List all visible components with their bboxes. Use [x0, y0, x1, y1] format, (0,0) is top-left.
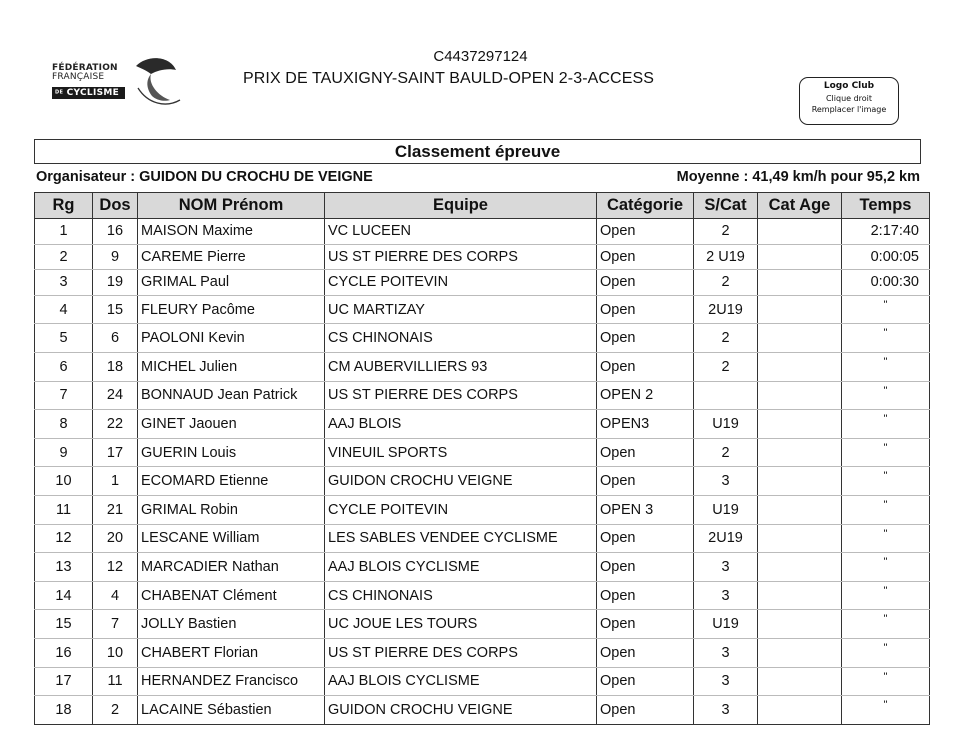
category-cell: Open — [597, 324, 694, 353]
category-cell: OPEN 2 — [597, 381, 694, 410]
col-header-rank: Rg — [35, 193, 93, 219]
time-cell: " — [842, 410, 930, 439]
age-category-cell — [758, 381, 842, 410]
ffc-logo-band-prefix: DE — [55, 89, 64, 96]
team-cell: LES SABLES VENDEE CYCLISME — [325, 524, 597, 553]
age-category-cell — [758, 638, 842, 667]
table-row — [35, 410, 930, 439]
rank-cell: 14 — [35, 581, 93, 610]
table-row — [35, 244, 930, 270]
category-cell: Open — [597, 467, 694, 496]
bib-cell: 17 — [93, 438, 138, 467]
club-logo-line1: Logo Club — [823, 81, 875, 91]
rider-name-cell: CAREME Pierre — [138, 244, 325, 270]
rank-cell: 12 — [35, 524, 93, 553]
rank-cell: 18 — [35, 696, 93, 725]
bib-cell: 19 — [93, 270, 138, 296]
race-code: C4437297124 — [433, 48, 528, 65]
time-cell: " — [842, 352, 930, 381]
rank-cell: 11 — [35, 495, 93, 524]
category-cell: Open — [597, 696, 694, 725]
ffc-logo-band-text: CYCLISME — [66, 88, 120, 98]
col-header-category: Catégorie — [597, 193, 694, 219]
rank-cell: 5 — [35, 324, 93, 353]
age-category-cell — [758, 219, 842, 245]
bib-cell: 4 — [93, 581, 138, 610]
category-cell: OPEN3 — [597, 410, 694, 439]
table-row — [35, 219, 930, 245]
ffc-logo-band — [52, 87, 125, 99]
age-category-cell — [758, 295, 842, 324]
subcategory-cell: 3 — [694, 553, 758, 582]
category-cell: Open — [597, 667, 694, 696]
rider-name-cell: ECOMARD Etienne — [138, 467, 325, 496]
category-cell: Open — [597, 524, 694, 553]
ffc-logo-line2: FRANÇAISE — [52, 72, 105, 82]
subcategory-cell: U19 — [694, 410, 758, 439]
bib-cell: 21 — [93, 495, 138, 524]
rank-cell: 3 — [35, 270, 93, 296]
subcategory-cell: 2 — [694, 324, 758, 353]
rider-name-cell: MICHEL Julien — [138, 352, 325, 381]
bib-cell: 24 — [93, 381, 138, 410]
time-cell: " — [842, 553, 930, 582]
team-cell: AAJ BLOIS CYCLISME — [325, 667, 597, 696]
time-cell: " — [842, 381, 930, 410]
time-cell: " — [842, 638, 930, 667]
team-cell: UC JOUE LES TOURS — [325, 610, 597, 639]
subcategory-cell: 2 — [694, 352, 758, 381]
rider-name-cell: GUERIN Louis — [138, 438, 325, 467]
table-row — [35, 581, 930, 610]
category-cell: OPEN 3 — [597, 495, 694, 524]
rider-name-cell: CHABENAT Clément — [138, 581, 325, 610]
results-table — [34, 192, 930, 725]
time-cell: 0:00:05 — [842, 244, 930, 270]
rank-cell: 4 — [35, 295, 93, 324]
average-speed-label: Moyenne : 41,49 km/h pour 95,2 km — [676, 169, 920, 185]
team-cell: VC LUCEEN — [325, 219, 597, 245]
rank-cell: 15 — [35, 610, 93, 639]
time-cell: 2:17:40 — [842, 219, 930, 245]
col-header-team: Equipe — [325, 193, 597, 219]
team-cell: VINEUIL SPORTS — [325, 438, 597, 467]
table-header-row — [35, 193, 930, 219]
team-cell: US ST PIERRE DES CORPS — [325, 244, 597, 270]
rider-name-cell: GINET Jaouen — [138, 410, 325, 439]
table-row — [35, 667, 930, 696]
time-cell: " — [842, 295, 930, 324]
time-cell: " — [842, 467, 930, 496]
bib-cell: 15 — [93, 295, 138, 324]
table-row — [35, 524, 930, 553]
team-cell: AAJ BLOIS — [325, 410, 597, 439]
rank-cell: 13 — [35, 553, 93, 582]
age-category-cell — [758, 244, 842, 270]
bib-cell: 18 — [93, 352, 138, 381]
rider-name-cell: LESCANE William — [138, 524, 325, 553]
rank-cell: 10 — [35, 467, 93, 496]
table-row — [35, 324, 930, 353]
bib-cell: 9 — [93, 244, 138, 270]
bib-cell: 20 — [93, 524, 138, 553]
rider-name-cell: MARCADIER Nathan — [138, 553, 325, 582]
club-logo-line3: Remplacer l'image — [811, 105, 887, 114]
subcategory-cell: 2U19 — [694, 295, 758, 324]
age-category-cell — [758, 524, 842, 553]
age-category-cell — [758, 610, 842, 639]
rank-cell: 17 — [35, 667, 93, 696]
category-cell: Open — [597, 219, 694, 245]
bib-cell: 7 — [93, 610, 138, 639]
team-cell: US ST PIERRE DES CORPS — [325, 638, 597, 667]
rider-name-cell: LACAINE Sébastien — [138, 696, 325, 725]
subcategory-cell: 2 U19 — [694, 244, 758, 270]
team-cell: US ST PIERRE DES CORPS — [325, 381, 597, 410]
team-cell: GUIDON CROCHU VEIGNE — [325, 696, 597, 725]
age-category-cell — [758, 352, 842, 381]
category-cell: Open — [597, 581, 694, 610]
subcategory-cell: 2 — [694, 270, 758, 296]
bib-cell: 1 — [93, 467, 138, 496]
category-cell: Open — [597, 553, 694, 582]
age-category-cell — [758, 553, 842, 582]
table-row — [35, 295, 930, 324]
subcategory-cell: 2U19 — [694, 524, 758, 553]
rank-cell: 1 — [35, 219, 93, 245]
table-row — [35, 495, 930, 524]
col-header-subcategory: S/Cat — [694, 193, 758, 219]
rank-cell: 8 — [35, 410, 93, 439]
category-cell: Open — [597, 295, 694, 324]
subcategory-cell: 3 — [694, 581, 758, 610]
category-cell: Open — [597, 352, 694, 381]
table-row — [35, 270, 930, 296]
age-category-cell — [758, 581, 842, 610]
rider-name-cell: GRIMAL Robin — [138, 495, 325, 524]
time-cell: 0:00:30 — [842, 270, 930, 296]
subcategory-cell: U19 — [694, 495, 758, 524]
club-logo-line2: Clique droit — [825, 94, 873, 103]
team-cell: CS CHINONAIS — [325, 324, 597, 353]
rider-name-cell: CHABERT Florian — [138, 638, 325, 667]
table-row — [35, 467, 930, 496]
table-row — [35, 438, 930, 467]
ffc-logo-text — [52, 64, 118, 82]
age-category-cell — [758, 495, 842, 524]
table-row — [35, 696, 930, 725]
team-cell: AAJ BLOIS CYCLISME — [325, 553, 597, 582]
col-header-time: Temps — [842, 193, 930, 219]
time-cell: " — [842, 610, 930, 639]
subcategory-cell: 3 — [694, 696, 758, 725]
bib-cell: 2 — [93, 696, 138, 725]
age-category-cell — [758, 324, 842, 353]
team-cell: CYCLE POITEVIN — [325, 495, 597, 524]
time-cell: " — [842, 524, 930, 553]
time-cell: " — [842, 667, 930, 696]
race-title: PRIX DE TAUXIGNY-SAINT BAULD-OPEN 2-3-ACCESS — [243, 70, 655, 87]
time-cell: " — [842, 324, 930, 353]
time-cell: " — [842, 438, 930, 467]
bib-cell: 11 — [93, 667, 138, 696]
rider-name-cell: JOLLY Bastien — [138, 610, 325, 639]
results-banner: Classement épreuve — [34, 139, 921, 164]
rank-cell: 16 — [35, 638, 93, 667]
results-table-body — [35, 219, 930, 725]
col-header-bib: Dos — [93, 193, 138, 219]
category-cell: Open — [597, 270, 694, 296]
team-cell: CYCLE POITEVIN — [325, 270, 597, 296]
subcategory-cell — [694, 381, 758, 410]
bib-cell: 6 — [93, 324, 138, 353]
time-cell: " — [842, 696, 930, 725]
category-cell: Open — [597, 638, 694, 667]
col-header-age-category: Cat Age — [758, 193, 842, 219]
subcategory-cell: 2 — [694, 438, 758, 467]
subcategory-cell: 3 — [694, 667, 758, 696]
table-row — [35, 352, 930, 381]
rank-cell: 7 — [35, 381, 93, 410]
rider-name-cell: FLEURY Pacôme — [138, 295, 325, 324]
age-category-cell — [758, 667, 842, 696]
age-category-cell — [758, 696, 842, 725]
category-cell: Open — [597, 610, 694, 639]
team-cell: CM AUBERVILLIERS 93 — [325, 352, 597, 381]
age-category-cell — [758, 438, 842, 467]
subcategory-cell: 3 — [694, 467, 758, 496]
table-row — [35, 381, 930, 410]
time-cell: " — [842, 495, 930, 524]
time-cell: " — [842, 581, 930, 610]
age-category-cell — [758, 270, 842, 296]
bib-cell: 10 — [93, 638, 138, 667]
ffc-logo-line1: FÉDÉRATION — [52, 63, 118, 73]
col-header-name: NOM Prénom — [138, 193, 325, 219]
rank-cell: 2 — [35, 244, 93, 270]
bib-cell: 12 — [93, 553, 138, 582]
table-row — [35, 553, 930, 582]
club-logo-placeholder[interactable] — [799, 77, 899, 125]
organizer-label: Organisateur : GUIDON DU CROCHU DE VEIGNE — [36, 169, 373, 185]
rider-name-cell: GRIMAL Paul — [138, 270, 325, 296]
subcategory-cell: 3 — [694, 638, 758, 667]
bib-cell: 16 — [93, 219, 138, 245]
subcategory-cell: U19 — [694, 610, 758, 639]
table-row — [35, 610, 930, 639]
rider-name-cell: BONNAUD Jean Patrick — [138, 381, 325, 410]
category-cell: Open — [597, 438, 694, 467]
bib-cell: 22 — [93, 410, 138, 439]
team-cell: CS CHINONAIS — [325, 581, 597, 610]
table-row — [35, 638, 930, 667]
category-cell: Open — [597, 244, 694, 270]
rider-name-cell: HERNANDEZ Francisco — [138, 667, 325, 696]
age-category-cell — [758, 467, 842, 496]
rank-cell: 9 — [35, 438, 93, 467]
rider-name-cell: MAISON Maxime — [138, 219, 325, 245]
rider-name-cell: PAOLONI Kevin — [138, 324, 325, 353]
team-cell: GUIDON CROCHU VEIGNE — [325, 467, 597, 496]
age-category-cell — [758, 410, 842, 439]
rank-cell: 6 — [35, 352, 93, 381]
team-cell: UC MARTIZAY — [325, 295, 597, 324]
subcategory-cell: 2 — [694, 219, 758, 245]
